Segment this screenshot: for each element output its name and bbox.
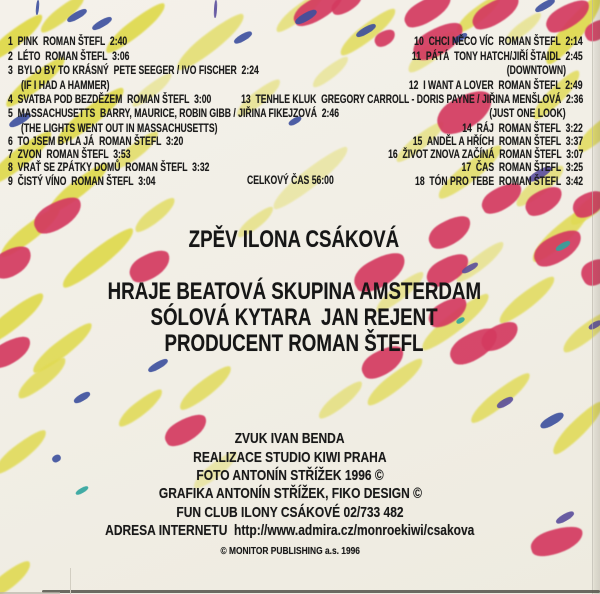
internet-address-text: ADRESA INTERNETU http://www.admira.cz/monroekiwi/csakova [105, 522, 475, 539]
track-text: 14 RÁJ ROMAN ŠTEFL 3:22 [462, 123, 583, 135]
paint-stroke [147, 356, 170, 373]
guitar-credit-text: SÓLOVÁ KYTARA JAN REJENT [150, 304, 438, 331]
credit-line [0, 430, 580, 447]
track-text: 5 MASSACHUSETTS BARRY, MAURICE, ROBIN GIBB / JIŘINA FIKEJZOVÁ 2:46 [8, 108, 339, 120]
credit-text: FUN CLUB ILONY CSÁKOVÉ 02/733 482 [176, 504, 404, 521]
band-credit [0, 278, 588, 306]
paint-stroke [0, 557, 35, 594]
credit-text: FOTO ANTONÍN STŘÍŽEK 1996 © [196, 467, 384, 484]
credit-line [0, 485, 580, 502]
paint-stroke [174, 362, 235, 415]
paint-stroke [466, 369, 535, 428]
paint-stroke [35, 0, 39, 15]
track-text: 6 TO JSEM BYLA JÁ ROMAN ŠTEFL 3:20 [8, 136, 184, 148]
scan-edge-right [592, 0, 600, 594]
vocals-credit-text: ZPĚV ILONA CSÁKOVÁ [188, 226, 400, 253]
band-credit-text: HRAJE BEATOVÁ SKUPINA AMSTERDAM [107, 278, 481, 305]
track-text: 9 ČISTÝ VÍNO ROMAN ŠTEFL 3:04 [8, 176, 156, 188]
track-subtitle-line [487, 64, 566, 79]
paper-crease [70, 568, 71, 594]
publisher-line [0, 545, 580, 557]
track-line [8, 107, 449, 122]
track-text: 11 PÁTÁ TONY HATCH/JIŘÍ ŠTAIDL 2:45 [412, 51, 583, 63]
total-time [247, 174, 363, 189]
track-text: 16 ŽIVOT ZNOVA ZAČÍNÁ ROMAN ŠTEFL 3:07 [387, 149, 583, 161]
producer-credit-text: PRODUCENT ROMAN ŠTEFL [164, 330, 424, 357]
track-line [8, 64, 342, 79]
scan-edge-bottom [42, 590, 600, 593]
track-text: (DOWNTOWN) [506, 65, 566, 77]
paint-stroke [213, 0, 217, 18]
track-text: 1 PINK ROMAN ŠTEFL 2:40 [8, 36, 128, 48]
paint-stroke [538, 410, 565, 431]
track-text: 7 ZVON ROMAN ŠTEFL 3:53 [8, 149, 131, 161]
credit-text: REALIZACE STUDIO KIWI PRAHA [193, 449, 387, 466]
track-line [8, 161, 277, 176]
credit-text: GRAFIKA ANTONÍN STŘÍŽEK, FIKO DESIGN © [158, 485, 422, 502]
credit-line [0, 467, 580, 484]
track-subtitle-line [464, 107, 566, 122]
paint-stroke [36, 0, 88, 36]
paint-stroke [91, 14, 114, 31]
track-text: 10 CHCI NĚCO VÍC ROMAN ŠTEFL 2:14 [414, 36, 583, 48]
track-text: 3 BYLO BY TO KRÁSNÝ PETE SEEGER / IVO FISCHER 2:24 [8, 65, 259, 77]
track-line [127, 93, 583, 108]
total-time-text: CELKOVÝ ČAS 56:00 [247, 175, 334, 187]
track-text: (IF I HAD A HAMMER) [21, 80, 110, 92]
track-text: (JUST ONE LOOK) [489, 108, 566, 120]
publisher-text: © MONITOR PUBLISHING a.s. 1996 [220, 545, 360, 557]
internet-address-line [0, 522, 580, 539]
track-text: 13 TENHLE KLUK GREGORY CARROLL - DORIS PAYNE / JIŘINA MENŠLOVÁ 2:36 [240, 94, 583, 106]
track-text: 18 TÓN PRO TEBE ROMAN ŠTEFL 3:42 [414, 176, 583, 188]
paint-stroke [72, 389, 91, 404]
track-text: 12 I WANT A LOVER ROMAN ŠTEFL 2:49 [409, 80, 583, 92]
track-line [358, 35, 583, 50]
track-line [8, 35, 167, 50]
track-text: 15 ANDĚL A HŘÍCH ROMAN ŠTEFL 3:37 [412, 136, 583, 148]
credit-line [0, 449, 580, 466]
track-text: 17 ČAS ROMAN ŠTEFL 3:25 [461, 162, 583, 174]
track-line [8, 50, 170, 65]
producer-credit [0, 330, 588, 358]
scan-edge-right-line [592, 0, 593, 594]
paint-stroke [314, 378, 366, 423]
track-line [351, 79, 583, 94]
track-line [355, 50, 583, 65]
guitar-credit [0, 304, 588, 332]
credit-text: ZVUK IVAN BENDA [235, 430, 345, 447]
vocals-credit [0, 226, 588, 254]
track-line [421, 161, 583, 176]
paint-stroke [233, 29, 254, 45]
track-text: (THE LIGHTS WENT OUT IN MASSACHUSETTS) [21, 123, 218, 135]
track-text: 8 VRAŤ SE ZPÁTKY DOMŮ ROMAN ŠTEFL 3:32 [8, 162, 210, 174]
track-subtitle-line [21, 79, 139, 94]
credit-line [0, 504, 580, 521]
paint-stroke [114, 386, 166, 431]
track-text: 2 LÉTO ROMAN ŠTEFL 3:06 [8, 51, 130, 63]
paint-stroke [328, 0, 365, 18]
track-line [8, 175, 205, 190]
track-line [359, 175, 583, 190]
track-text: 4 SVATBA POD BEZDĚZEM ROMAN ŠTEFL 3:00 [8, 94, 212, 106]
